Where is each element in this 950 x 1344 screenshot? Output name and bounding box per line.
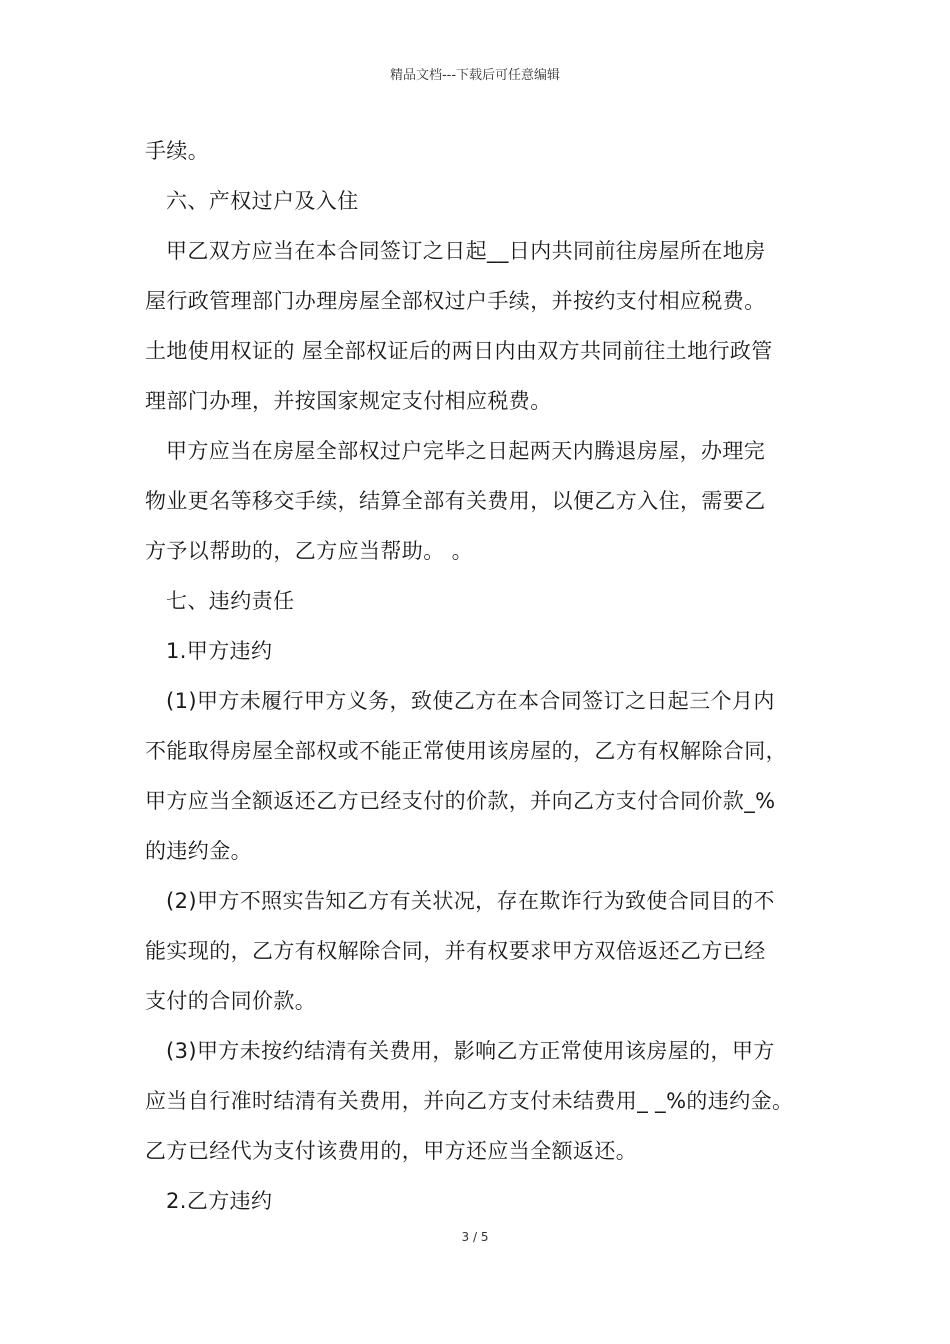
text-line: 甲乙双方应当在本合同签订之日起__日内共同前往房屋所在地房 [166,239,766,263]
text-line: 甲方应当在房屋全部权过户完毕之日起两天内腾退房屋，办理完 [166,439,766,463]
text-line: (2)甲方不照实告知乙方有关状况，存在欺诈行为致使合同目的不 [166,889,775,913]
page-header: 精品文档---下载后可任意编辑 [389,68,561,83]
text-line: (1)甲方未履行甲方义务，致使乙方在本合同签订之日起三个月内 [166,689,775,713]
text-line: 土地使用权证的 屋全部权证后的两日内由双方共同前往土地行政管 [145,339,773,363]
text-line: (3)甲方未按约结清有关费用，影响乙方正常使用该房屋的，甲方 [166,1039,775,1063]
text-line: 方予以帮助的，乙方应当帮助。 。 [145,539,474,563]
subsection-heading: 2.乙方违约 [166,1189,273,1213]
text-line: 甲方应当全额返还乙方已经支付的价款，并向乙方支付合同价款_% [145,789,776,813]
text-line: 能实现的，乙方有权解除合同，并有权要求甲方双倍返还乙方已经 [145,939,766,963]
text-line: 屋行政管理部门办理房屋全部权过户手续，并按约支付相应税费。 [145,289,766,313]
text-line: 理部门办理，并按国家规定支付相应税费。 [145,389,552,413]
text-line: 乙方已经代为支付该费用的，甲方还应当全额返还。 [145,1139,638,1163]
text-line: 支付的合同价款。 [145,989,317,1013]
document-body [145,126,835,1226]
text-line: 物业更名等移交手续，结算全部有关费用，以便乙方入住，需要乙 [145,489,766,513]
text-line: 手续。 [145,139,210,163]
section-heading: 六、产权过户及入住 [166,189,359,213]
page-number: 3 / 5 [461,1230,489,1244]
text-line: 应当自行准时结清有关费用，并向乙方支付未结费用_ _%的违约金。 [145,1089,794,1113]
subsection-heading: 1.甲方违约 [166,639,273,663]
text-line: 不能取得房屋全部权或不能正常使用该房屋的，乙方有权解除合同， [145,739,787,763]
section-heading: 七、违约责任 [166,589,295,613]
text-line: 的违约金。 [145,839,252,863]
